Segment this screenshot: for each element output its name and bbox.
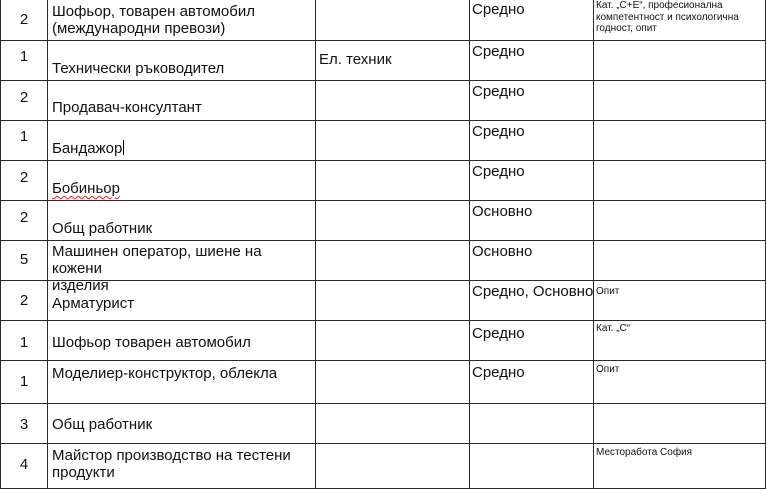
vacancy-count: 4 [19, 456, 29, 473]
education-cell[interactable] [470, 201, 594, 241]
requirements-text: Кат. „С“ [596, 323, 631, 334]
count-cell[interactable] [1, 321, 48, 361]
requirements-text: Опит [596, 364, 620, 375]
education-cell[interactable] [470, 361, 594, 404]
requirements-cell[interactable] [594, 404, 766, 444]
count-cell[interactable] [1, 444, 48, 489]
qualification-cell[interactable] [316, 241, 470, 281]
education-cell[interactable] [470, 121, 594, 161]
qualification-cell[interactable] [316, 361, 470, 404]
qualification-cell[interactable] [316, 121, 470, 161]
requirements-cell[interactable] [594, 201, 766, 241]
position-title: Бобиньор [52, 180, 120, 197]
table-row [1, 281, 766, 321]
position-cell[interactable] [48, 41, 316, 81]
position-title: Продавач-консултант [52, 99, 202, 116]
count-cell[interactable] [1, 121, 48, 161]
table-row [1, 241, 766, 281]
education-cell[interactable] [470, 0, 594, 41]
count-cell[interactable] [1, 81, 48, 121]
requirements-cell[interactable] [594, 321, 766, 361]
position-title: Общ работник [52, 220, 153, 237]
requirements-cell[interactable] [594, 361, 766, 404]
position-cell[interactable] [48, 404, 316, 444]
qualification-cell[interactable] [316, 444, 470, 489]
position-cell[interactable] [48, 121, 316, 161]
position-title: Бандажор [52, 140, 123, 157]
requirements-cell[interactable] [594, 241, 766, 281]
position-cell[interactable] [48, 321, 316, 361]
table-row [1, 161, 766, 201]
requirements-cell[interactable] [594, 121, 766, 161]
education-cell[interactable] [470, 281, 594, 321]
qualification-cell[interactable] [316, 161, 470, 201]
education-cell[interactable] [470, 241, 594, 281]
table-row [1, 121, 766, 161]
requirements-cell[interactable] [594, 0, 766, 41]
qualification-cell[interactable] [316, 281, 470, 321]
qualification-text: Ел. техник [319, 51, 392, 68]
count-cell[interactable] [1, 404, 48, 444]
count-cell[interactable] [1, 361, 48, 404]
vacancy-count: 2 [19, 89, 29, 106]
qualification-cell[interactable] [316, 321, 470, 361]
requirements-cell[interactable] [594, 444, 766, 489]
count-cell[interactable] [1, 281, 48, 321]
position-cell[interactable] [48, 241, 316, 294]
education-text: Средно [472, 325, 525, 342]
table-row [1, 0, 766, 41]
table-row [1, 41, 766, 81]
requirements-text: Кат. „C+E“, професионална компетентност и психологична годност, опит [596, 0, 739, 34]
education-text: Средно [472, 364, 525, 381]
education-cell[interactable] [470, 81, 594, 121]
vacancy-count: 2 [19, 209, 29, 226]
education-cell[interactable] [470, 321, 594, 361]
table-row [1, 201, 766, 241]
education-text: Средно [472, 1, 525, 18]
vacancy-count: 5 [19, 251, 29, 268]
position-title: Арматурист [52, 295, 135, 312]
education-cell[interactable] [470, 41, 594, 81]
qualification-cell[interactable] [316, 0, 470, 41]
education-text: Средно [472, 83, 525, 100]
vacancy-count: 2 [19, 292, 29, 309]
position-cell[interactable] [48, 444, 316, 489]
vacancy-count: 2 [19, 11, 29, 28]
qualification-cell[interactable] [316, 41, 470, 81]
requirements-text: Опит [596, 286, 620, 297]
position-cell[interactable] [48, 361, 316, 404]
count-cell[interactable] [1, 201, 48, 241]
vacancy-count: 1 [19, 48, 29, 65]
vacancy-count: 3 [19, 416, 29, 433]
vacancy-count: 1 [19, 128, 29, 145]
position-title: Шофьор, товарен автомобил (международни превози) [52, 3, 255, 37]
position-cell[interactable] [48, 201, 316, 241]
education-cell[interactable] [470, 444, 594, 489]
qualification-cell[interactable] [316, 404, 470, 444]
position-title: Общ работник [52, 416, 153, 433]
position-title: Майстор производство на тестени продукти [52, 447, 291, 481]
education-text: Средно, Основно [472, 283, 594, 300]
requirements-cell[interactable] [594, 41, 766, 81]
education-text: Средно [472, 163, 525, 180]
position-cell[interactable] [48, 0, 316, 41]
position-title: Шофьор товарен автомобил [52, 334, 251, 351]
table-row [1, 321, 766, 361]
education-text: Основно [472, 203, 533, 220]
table-row [1, 444, 766, 489]
education-text: Основно [472, 243, 533, 260]
requirements-cell[interactable] [594, 81, 766, 121]
table-row [1, 404, 766, 444]
education-cell[interactable] [470, 404, 594, 444]
text-cursor [123, 140, 124, 155]
vacancy-count: 1 [19, 373, 29, 390]
vacancy-count: 2 [19, 169, 29, 186]
position-title: Технически ръководител [52, 60, 225, 77]
education-text: Средно [472, 123, 525, 140]
table-row [1, 361, 766, 404]
qualification-cell[interactable] [316, 81, 470, 121]
requirements-cell[interactable] [594, 161, 766, 201]
position-title: Моделиер-конструктор, облекла [52, 365, 278, 382]
count-cell[interactable] [1, 0, 48, 41]
count-cell[interactable] [1, 161, 48, 201]
requirements-text: Месторабота София [596, 447, 693, 458]
vacancy-count: 1 [19, 334, 29, 351]
table-row [1, 81, 766, 121]
position-cell[interactable] [48, 161, 316, 201]
requirements-cell[interactable] [594, 281, 766, 321]
qualification-cell[interactable] [316, 201, 470, 241]
count-cell[interactable] [1, 41, 48, 81]
count-cell[interactable] [1, 241, 48, 281]
position-title: Машинен оператор, шиене на кожени изделия [52, 243, 262, 294]
position-cell[interactable] [48, 81, 316, 121]
education-cell[interactable] [470, 161, 594, 201]
position-cell[interactable] [48, 281, 316, 321]
education-text: Средно [472, 43, 525, 60]
